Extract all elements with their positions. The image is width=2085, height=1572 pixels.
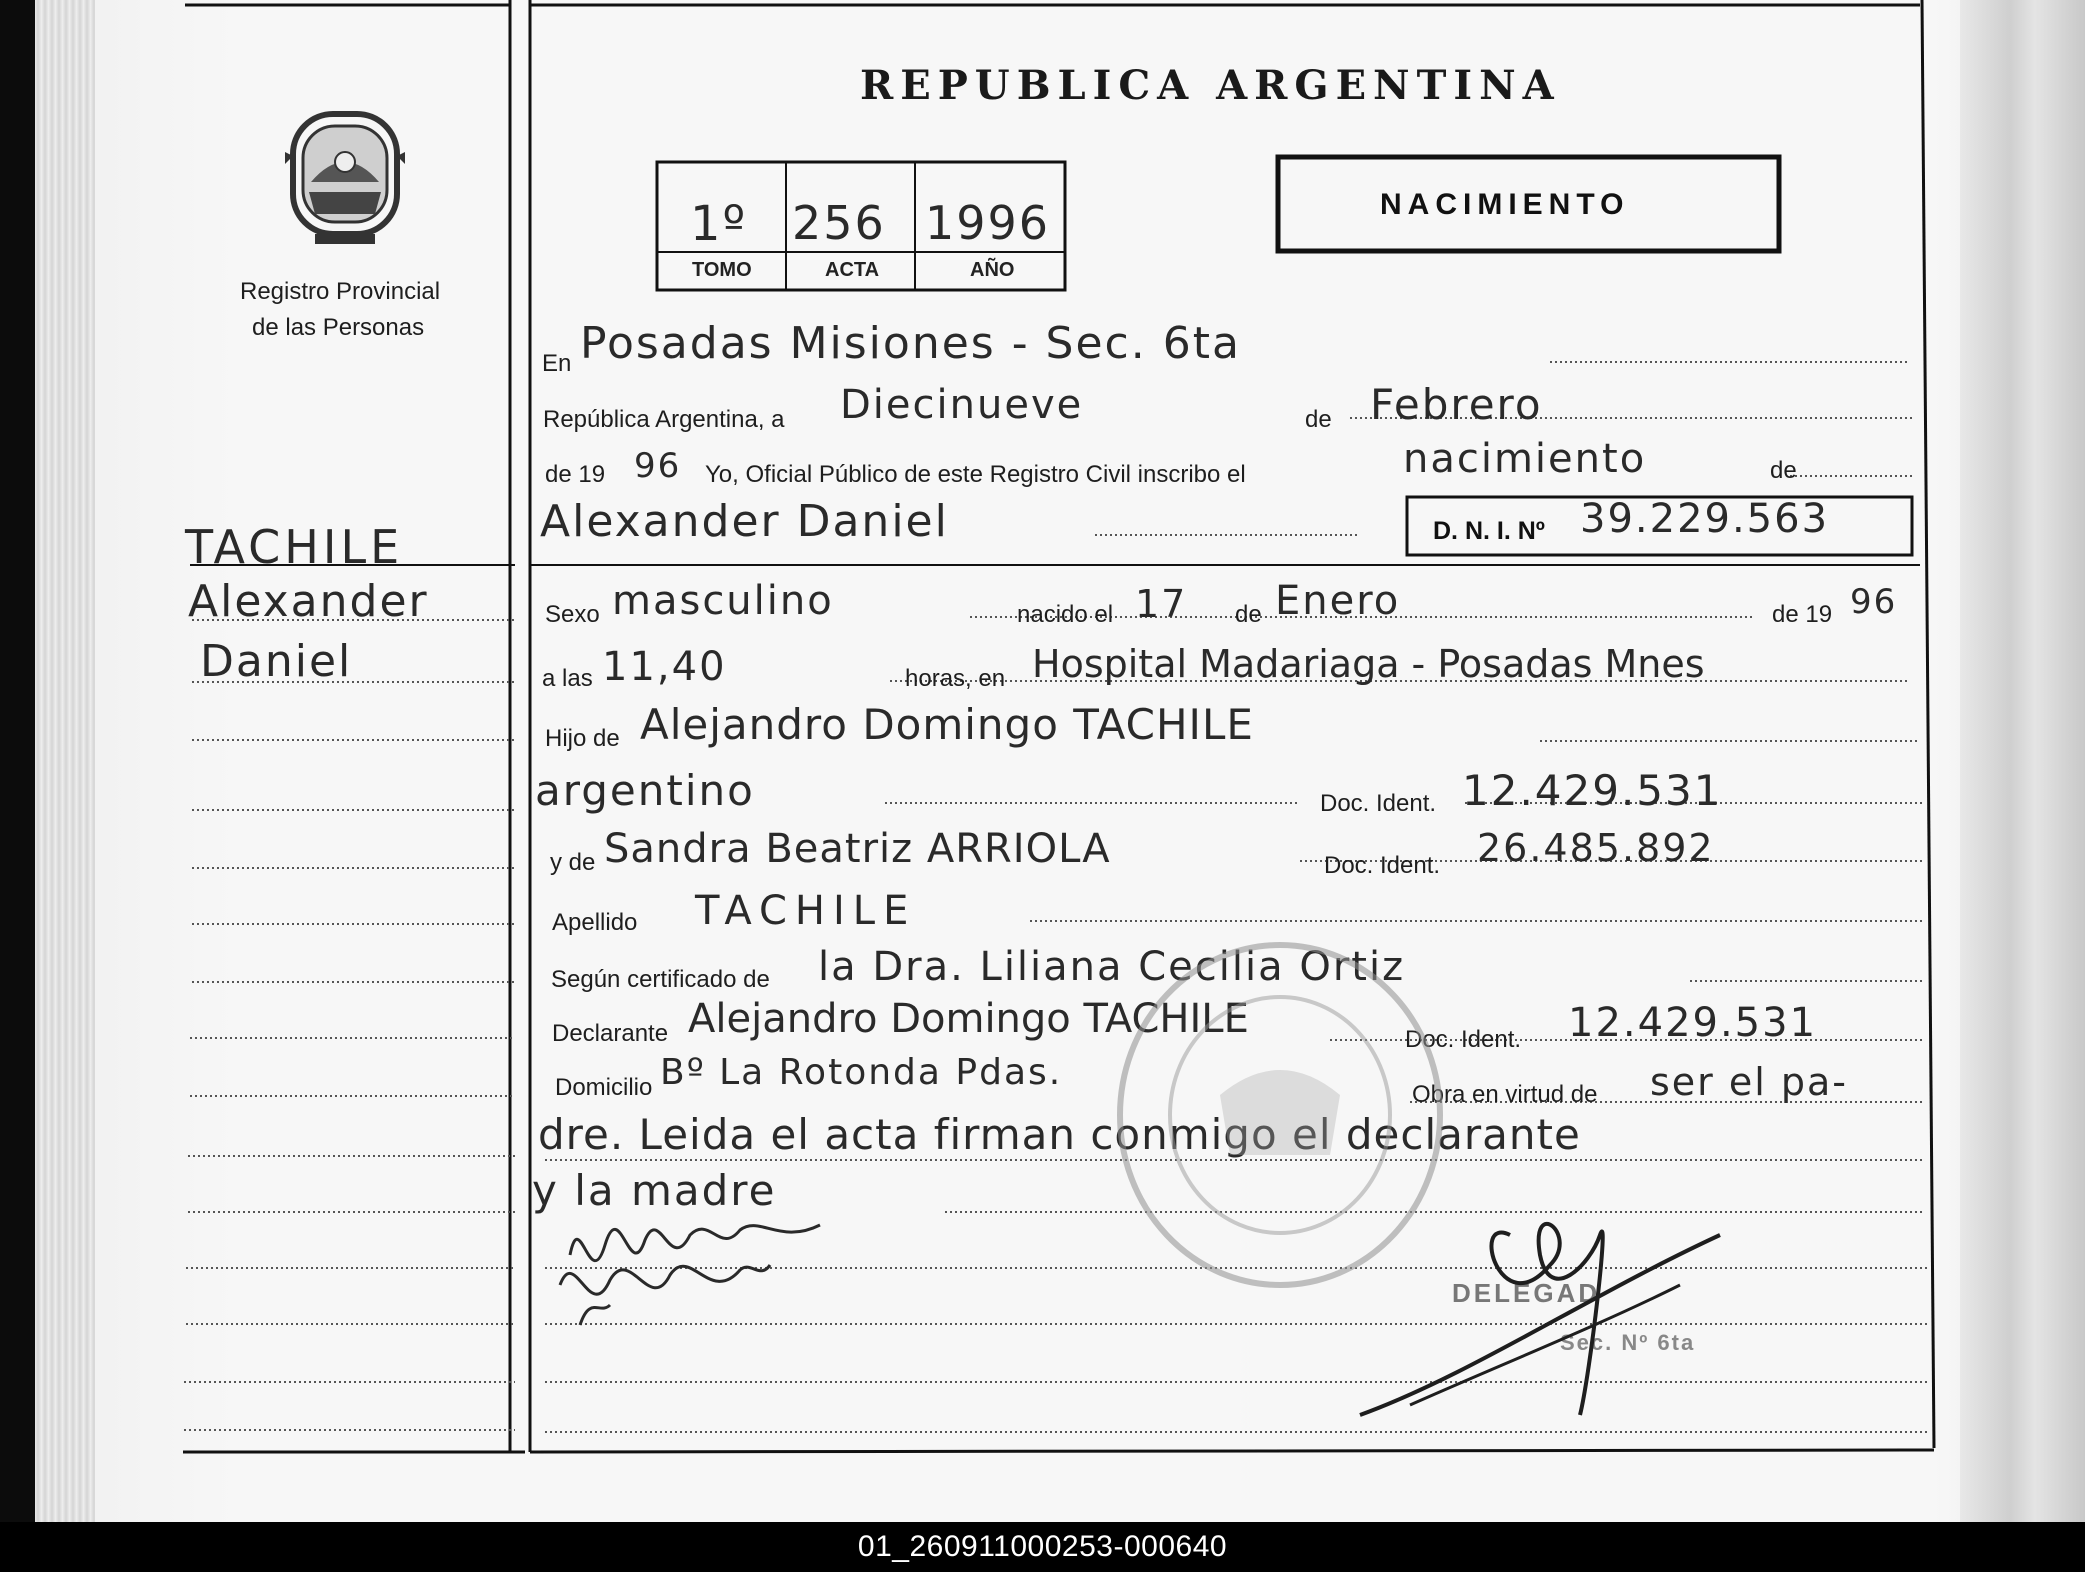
tomo-value: 1º	[690, 196, 748, 252]
dni-label: D. N. I. Nº	[1433, 517, 1545, 545]
madre-value: Sandra Beatriz ARRIOLA	[604, 826, 1111, 872]
en-value: Posadas Misiones - Sec. 6ta	[580, 318, 1241, 369]
registry-name-line2: de las Personas	[252, 314, 425, 341]
margin-nombre1: Alexander	[188, 576, 429, 627]
nacido-anio-value: 96	[1850, 582, 1898, 622]
margin-nombre2: Daniel	[200, 636, 353, 687]
republica-label: República Argentina, a	[543, 406, 785, 433]
de-label: de	[1305, 406, 1332, 433]
apellido-value: TACHILE	[695, 888, 917, 934]
segun-label: Según certificado de	[551, 966, 770, 993]
nombre-value: Alexander Daniel	[540, 496, 949, 547]
obra-label: Obra en virtud de	[1412, 1081, 1598, 1108]
image-caption: 01_260911000253-000640	[0, 1522, 2085, 1572]
nacido-mes-value: Enero	[1275, 578, 1401, 624]
declarante-label: Declarante	[552, 1020, 669, 1047]
anio-value: 1996	[925, 196, 1051, 250]
de-mes-label: de	[1235, 601, 1262, 628]
declarante-value: Alejandro Domingo TACHILE	[688, 996, 1249, 1042]
y-de-label: y de	[550, 849, 596, 876]
de19-label: de 19	[545, 461, 606, 488]
acta-value: 256	[792, 196, 886, 250]
registry-name-line1: Registro Provincial	[240, 278, 441, 305]
anio-label: AÑO	[970, 259, 1015, 281]
hora-value: 11,40	[602, 644, 727, 690]
en-label: En	[542, 350, 572, 377]
padre-nacionalidad-value: argentino	[535, 766, 755, 815]
dia-value: Diecinueve	[840, 382, 1084, 428]
inscribo-value: nacimiento	[1403, 436, 1647, 482]
obra-continuation-2: y la madre	[532, 1166, 777, 1215]
domicilio-value: Bº La Rotonda Pdas.	[660, 1052, 1063, 1093]
declarante-doc-label: Doc. Ident.	[1405, 1026, 1522, 1053]
oficial-signature	[1350, 1175, 1730, 1435]
certificado-value: la Dra. Liliana Cecilia Ortiz	[818, 944, 1406, 990]
act-type-title: NACIMIENTO	[1380, 188, 1630, 221]
obra-continuation-1: dre. Leida el acta firman conmigo el declarante	[538, 1110, 1581, 1159]
acta-label: ACTA	[825, 259, 880, 281]
padre-value: Alejandro Domingo TACHILE	[640, 700, 1254, 749]
padre-doc-value: 12.429.531	[1462, 766, 1723, 815]
hijo-label: Hijo de	[545, 725, 620, 752]
yo-oficial-label: Yo, Oficial Público de este Registro Civil inscribo el	[705, 461, 1246, 488]
sexo-value: masculino	[612, 578, 834, 624]
declarante-signature	[550, 1185, 850, 1345]
country-title: REPUBLICA ARGENTINA	[860, 62, 1561, 109]
apellido-label: Apellido	[552, 909, 638, 936]
de-tail-label: de	[1770, 457, 1797, 484]
horas-en-label: horas, en	[905, 665, 1006, 692]
sexo-label: Sexo	[545, 601, 600, 628]
domicilio-label: Domicilio	[555, 1074, 653, 1101]
declarante-doc-value: 12.429.531	[1568, 1000, 1818, 1046]
obra-value: ser el pa-	[1650, 1060, 1849, 1104]
padre-doc-label: Doc. Ident.	[1320, 790, 1437, 817]
lugar-value: Hospital Madariaga - Posadas Mnes	[1032, 642, 1705, 686]
de19b-label: de 19	[1772, 601, 1833, 628]
provincial-seal	[275, 92, 415, 252]
mes-value: Febrero	[1370, 380, 1543, 429]
margin-apellido: TACHILE	[185, 520, 404, 574]
nacido-label: nacido el	[1017, 601, 1114, 628]
tomo-label: TOMO	[692, 259, 752, 281]
madre-doc-value: 26.485.892	[1477, 826, 1715, 870]
stamp-line2: Sec. Nº 6ta	[1560, 1330, 1696, 1355]
a-las-label: a las	[542, 665, 593, 692]
nacido-dia-value: 17	[1135, 582, 1188, 626]
anio-inscripcion-value: 96	[634, 446, 682, 486]
dni-value: 39.229.563	[1580, 496, 1830, 542]
madre-doc-label: Doc. Ident.	[1324, 852, 1441, 879]
stamp-line1: DELEGAD	[1452, 1278, 1601, 1308]
